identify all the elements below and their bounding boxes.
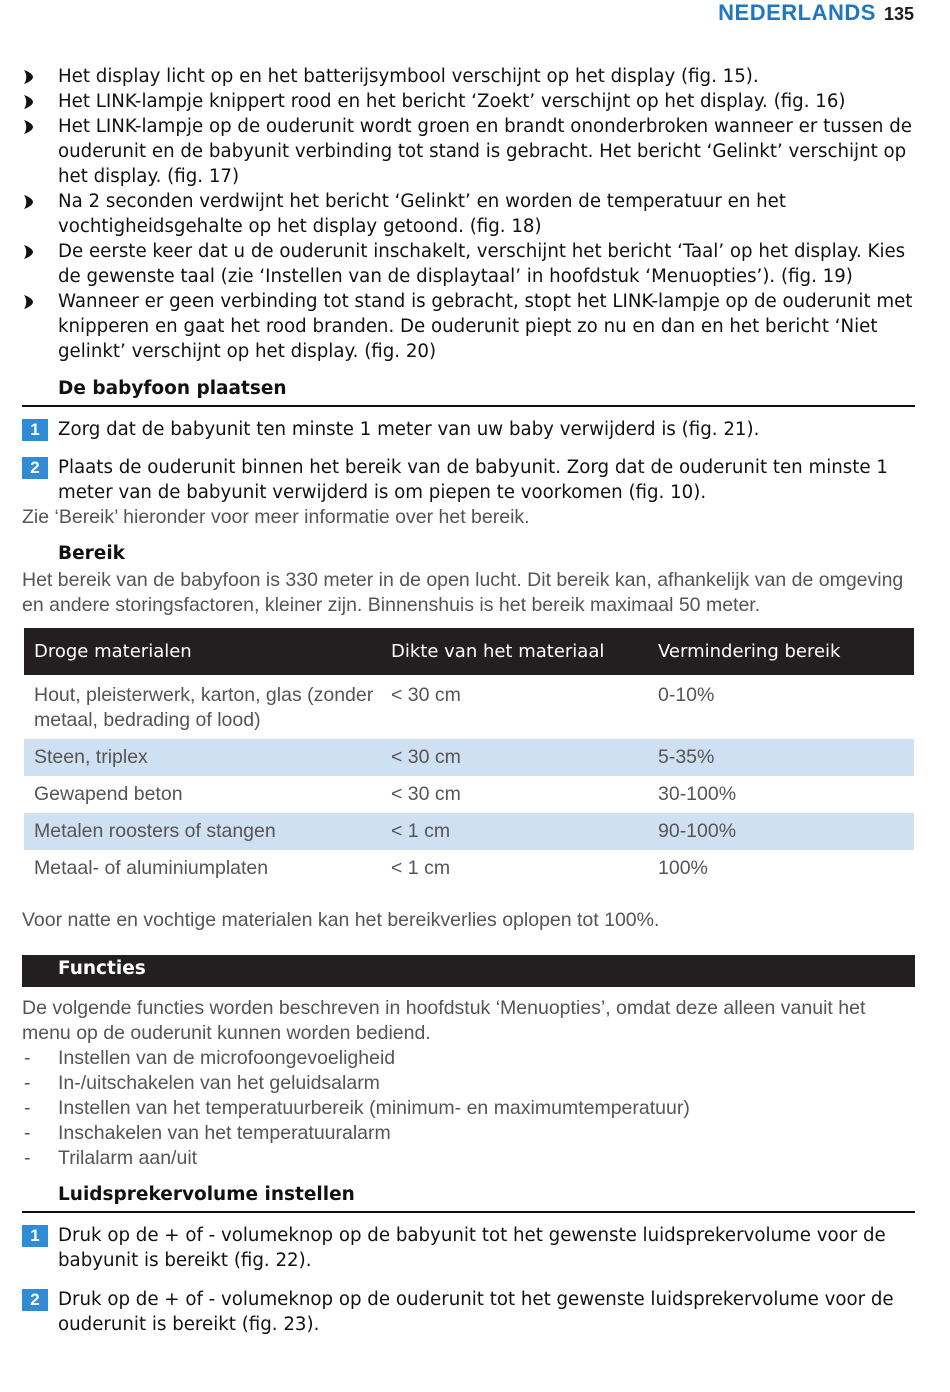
table-cell: 30-100% [658, 783, 737, 805]
table-cell: Hout, pleisterwerk, karton, glas (zonder metaal, bedrading of lood) [34, 684, 374, 731]
range-description: Het bereik van de babyfoon is 330 meter in de open lucht. Dit bereik kan, afhankelijk van de omgeving en andere storingsfactoren, kleiner zijn. Binnenshuis is het bereik maximaal 50 meter. [22, 569, 904, 616]
bullet-arrow-icon [24, 195, 33, 209]
status-bullet-list [22, 64, 917, 364]
range-heading: Bereik [58, 543, 125, 564]
section-title: Functies [58, 958, 146, 979]
list-item: Het display licht op en het batterijsymbool verschijnt op het display (fig. 15). [22, 64, 917, 89]
step-text: Zorg dat de babyunit ten minste 1 meter van uw baby verwijderd is (fig. 21). [58, 419, 760, 440]
table-row [24, 813, 914, 850]
range-reduction-table [24, 628, 914, 887]
dash-marker: - [24, 1097, 31, 1119]
wet-materials-note: Voor natte en vochtige materialen kan het bereikverlies oplopen tot 100%. [22, 909, 660, 931]
bullet-arrow-icon [24, 70, 33, 84]
heading-divider [22, 1211, 915, 1213]
bullet-arrow-icon [24, 295, 33, 309]
table-cell: 100% [658, 857, 708, 879]
table-cell: Metaal- of aluminiumplaten [34, 857, 269, 879]
table-cell: 5-35% [648, 739, 914, 776]
placing-step-1 [22, 417, 915, 442]
language-label: NEDERLANDS [718, 0, 876, 25]
step-number-badge: 2 [22, 457, 48, 479]
bullet-arrow-icon [24, 245, 33, 259]
bullet-arrow-icon [24, 120, 33, 134]
dash-marker: - [24, 1122, 31, 1144]
volume-step-2 [22, 1287, 915, 1337]
list-item: - Inschakelen van het temperatuuralarm [24, 1122, 391, 1144]
list-item: - Instellen van het temperatuurbereik (minimum- en maximumtemperatuur) [24, 1097, 690, 1119]
list-item: - Instellen van de microfoongevoeligheid [24, 1047, 396, 1069]
table-row [24, 739, 914, 776]
volume-step-1 [22, 1223, 915, 1273]
column-header: Vermindering bereik [648, 628, 914, 675]
list-item: Na 2 seconden verdwijnt het bericht ‘Gelinkt’ en worden de temperatuur en het vochtigheidsgehalte op het display getoond. (fig. 18) [22, 189, 917, 239]
table-row [24, 675, 914, 739]
table-cell: < 30 cm [381, 739, 648, 776]
column-header: Droge materialen [24, 628, 381, 675]
placing-step-2 [22, 455, 915, 505]
table-cell: Steen, triplex [24, 739, 381, 776]
volume-heading: Luidsprekervolume instellen [58, 1184, 355, 1205]
step-number-badge: 1 [22, 419, 48, 441]
table-cell: < 30 cm [391, 684, 461, 706]
range-reference-note: Zie ‘Bereik’ hieronder voor meer informatie over het bereik. [22, 506, 530, 528]
step-text: Druk op de + of - volumeknop op de ouderunit tot het gewenste luidsprekervolume voor de ouderunit is bereikt (fig. 23). [58, 1289, 894, 1335]
column-header: Dikte van het materiaal [381, 628, 648, 675]
table-cell: < 1 cm [381, 813, 648, 850]
page-header [718, 0, 914, 30]
list-item: Het LINK-lampje op de ouderunit wordt groen en brandt ononderbroken wanneer er tussen de ouderunit en de babyunit verbinding tot stand is gebracht. Het bericht ‘Gelinkt’ verschijnt op het display. (fig. 17) [22, 114, 917, 189]
placing-heading: De babyfoon plaatsen [58, 378, 287, 399]
table-row [24, 776, 914, 813]
dash-marker: - [24, 1047, 31, 1069]
functions-intro: De volgende functies worden beschreven in hoofdstuk ‘Menuopties’, omdat deze alleen vanuit het menu op de ouderunit kunnen worden bediend. [22, 997, 866, 1044]
table-cell: Metalen roosters of stangen [24, 813, 381, 850]
table-header-row [24, 628, 914, 675]
dash-marker: - [24, 1072, 31, 1094]
list-item: Het LINK-lampje knippert rood en het bericht ‘Zoekt’ verschijnt op het display. (fig. 16) [22, 89, 917, 114]
list-item: - Trilalarm aan/uit [24, 1147, 198, 1169]
step-number-badge: 1 [22, 1225, 48, 1247]
table-cell: < 30 cm [391, 783, 461, 805]
functions-list [22, 1046, 690, 1171]
table-row [24, 850, 914, 887]
step-text: Plaats de ouderunit binnen het bereik van de babyunit. Zorg dat de ouderunit ten minste 1 meter van de babyunit verwijderd is om piepen te voorkomen (fig. 10). [58, 457, 888, 503]
dash-marker: - [24, 1147, 31, 1169]
list-item: Wanneer er geen verbinding tot stand is gebracht, stopt het LINK-lampje op de ouderunit met knipperen en gaat het rood branden. De ouderunit piept zo nu en dan en het bericht ‘Niet gelinkt’ verschijnt op het display. (fig. 20) [22, 289, 917, 364]
table-cell: < 1 cm [391, 857, 451, 879]
step-number-badge: 2 [22, 1289, 48, 1311]
table-cell: 90-100% [648, 813, 914, 850]
table-cell: Gewapend beton [34, 783, 183, 805]
list-item: - In-/uitschakelen van het geluidsalarm [24, 1072, 380, 1094]
step-text: Druk op de + of - volumeknop op de babyunit tot het gewenste luidsprekervolume voor de babyunit is bereikt (fig. 22). [58, 1225, 886, 1271]
page-number: 135 [883, 4, 914, 24]
list-item: De eerste keer dat u de ouderunit inschakelt, verschijnt het bericht ‘Taal’ op het display. Kies de gewenste taal (zie ‘Instellen van de displaytaal’ in hoofdstuk ‘Menuopties’). (fig. 19) [22, 239, 917, 289]
section-bar-functions [22, 955, 915, 987]
table-cell: 0-10% [658, 684, 715, 706]
bullet-arrow-icon [24, 95, 33, 109]
heading-divider [22, 405, 915, 407]
